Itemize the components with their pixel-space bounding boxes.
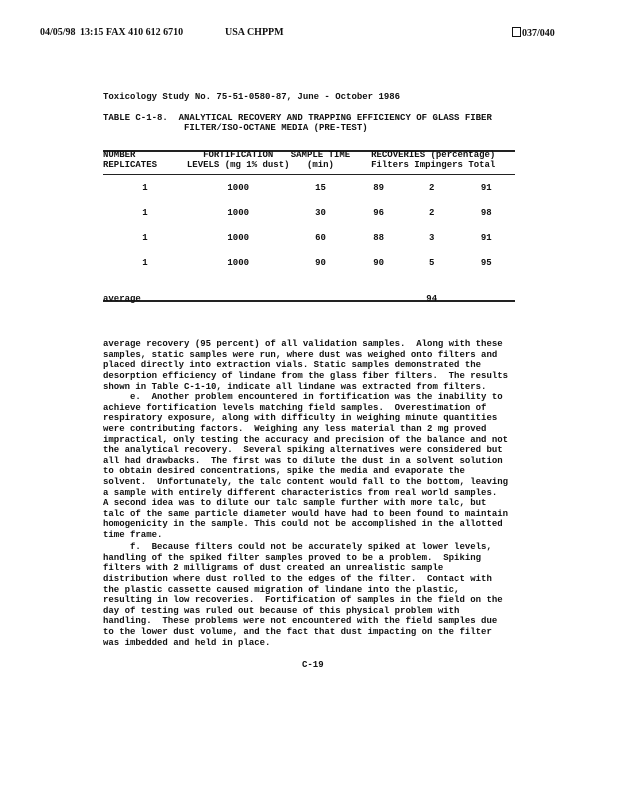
fax-page-count — [512, 27, 555, 39]
table-row: 1 1000 60 88 3 91 — [142, 232, 492, 243]
header-sample-time: SAMPLE TIME (min) — [290, 150, 351, 170]
header-impingers: Impingers — [414, 160, 463, 170]
fax-header-date: 04/05/98 — [40, 27, 76, 38]
recovery-table — [103, 150, 515, 310]
table-caption: TABLE C-1-8. ANALYTICAL RECOVERY AND TRAPPING EFFICIENCY OF GLASS FIBER — [103, 113, 492, 123]
fax-header-time: 13:15 FAX 410 612 6710 — [80, 27, 184, 38]
table-average-row — [103, 275, 515, 310]
header-recoveries: RECOVERIES (percentage) Filters Impingers Total — [371, 150, 496, 170]
study-title: Toxicology Study No. 75-51-0580-87, June - October 1986 — [103, 92, 401, 102]
table-row: 1 1000 15 89 2 91 — [142, 182, 492, 193]
table-caption-line2: FILTER/ISO-OCTANE MEDIA (PRE-TEST) — [184, 123, 368, 133]
average-value: 94 — [426, 294, 438, 304]
header-filters: Filters — [371, 160, 409, 170]
fax-header-sender: USA CHPPM — [225, 27, 284, 38]
header-fortification: FORTIFICATION LEVELS (mg 1% dust) — [186, 150, 290, 170]
table-row: 1 1000 30 96 2 98 — [142, 207, 492, 218]
paragraph-f: f. Because filters could not be accurately spiked at lower levels, handling of the spiked filter samples proved to be a problem. Spiking filters with 2 milligrams of dust created an unrealistic sample distribution where dust rolled to the edges of the filter. Contact with the plastic cassette caused migration of lindane into the plastic, resulting in low recoveries. Fortification of samples in the field on the day of testing was ruled out because of this physical problem with handling. These problems were not encountered with the field samples due to the lower dust volume, and the fact that dust impacting on the filter was imbedded and held in place. — [103, 542, 503, 648]
paragraph-d-continued: average recovery (95 percent) of all validation samples. Along with these samples, static samples were run, where dust was weighed onto filters and placed directly into extraction vials. Static samples demonstrated the desorption efficiency of lindane from the glass fiber filters. The results shown in Table C-1-10, indicate all lindane was extracted from filters. — [103, 339, 509, 392]
header-replicates: NUMBER REPLICATES — [103, 150, 158, 170]
page-number: C-19 — [302, 660, 324, 670]
header-total: Total — [468, 160, 496, 170]
fax-page-count-text: 037/040 — [522, 28, 555, 39]
table-row: 1 1000 90 90 5 95 — [142, 257, 492, 268]
table-header-row — [103, 150, 515, 175]
paragraph-e: e. Another problem encountered in fortification was the inability to achieve fortification levels matching field samples. Overestimation of respiratory exposure, along with difficulty in weighing minute quantities were contributing factors. Weighing any less material than 2 mg proved impractical, only testing the accuracy and precision of the balance and not the analytical recovery. Several spiking alternatives were considered but all had drawbacks. The first was to dilute the dust in a solvent solution to obtain desired concentrations, spike the media and evaporate the solvent. Unfortunately, the talc content would fall to the bottom, leaving a sample with entirely different characteristics from real world samples. A second idea was to dilute our talc sample further with more talc, but talc of the same particle diameter would have had to been found to maintain homogenicity in the sample. This could not be accomplished in the allotted time frame. — [103, 392, 509, 540]
average-label: average — [103, 294, 141, 304]
fax-page-icon — [512, 27, 521, 37]
